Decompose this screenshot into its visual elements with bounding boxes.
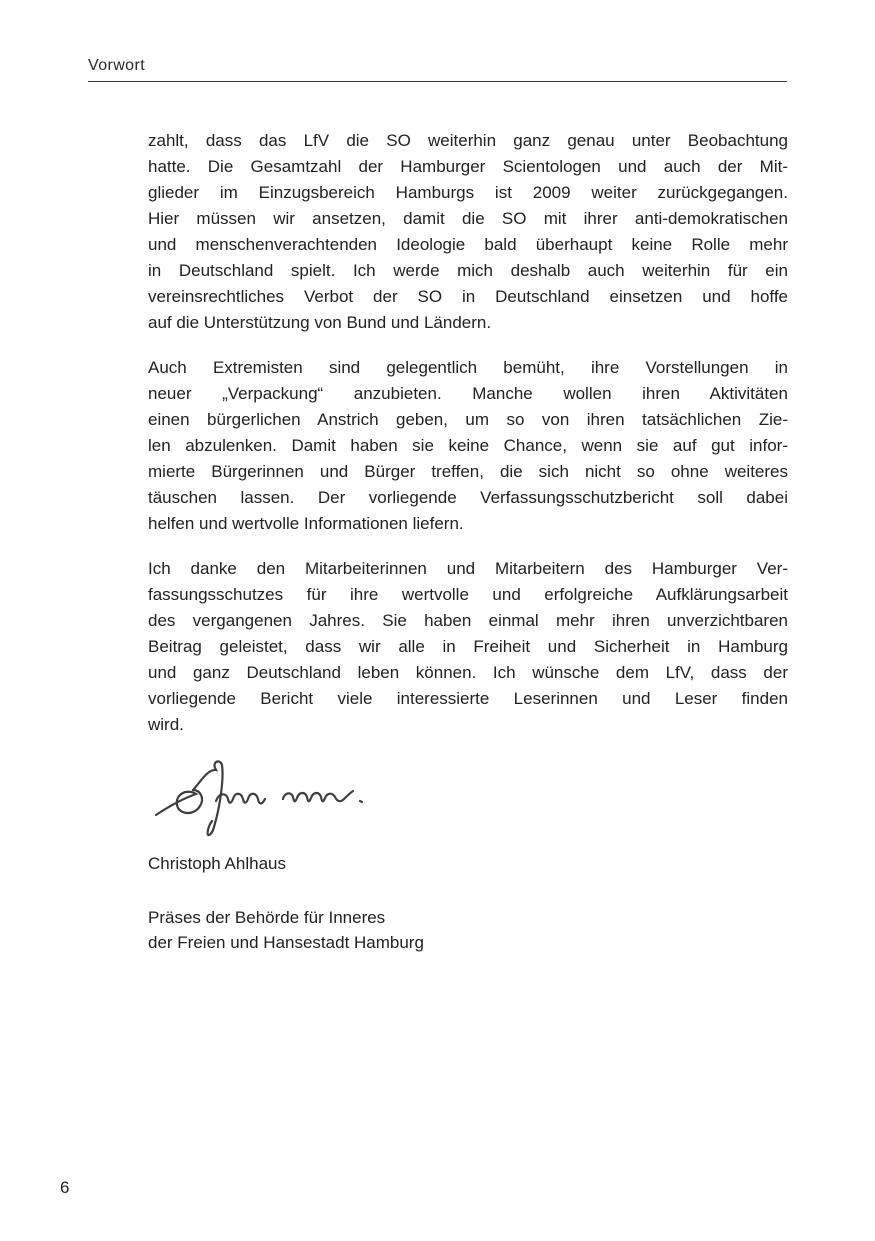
text-line: mierte Bürgerinnen und Bürger treffen, die sich nicht so ohne weiteres [148, 462, 788, 481]
text-line: Ich danke den Mitarbeiterinnen und Mitarbeitern des Hamburger Ver- [148, 559, 788, 578]
text-line: Auch Extremisten sind gelegentlich bemüht, ihre Vorstellungen in [148, 358, 788, 377]
running-head-title: Vorwort [88, 57, 146, 74]
text-line: hatte. Die Gesamtzahl der Hamburger Scientologen und auch der Mit- [148, 157, 788, 176]
text-line: neuer „Verpackung“ anzubieten. Manche wollen ihren Aktivitäten [148, 384, 788, 403]
signature-image [148, 757, 788, 841]
signatory-name: Christoph Ahlhaus [148, 854, 286, 873]
text-line: wird. [148, 715, 184, 734]
text-line: len abzulenken. Damit haben sie keine Chance, wenn sie auf gut infor- [148, 436, 788, 455]
paragraph-1 [148, 128, 788, 336]
text-line: Beitrag geleistet, dass wir alle in Freiheit und Sicherheit in Hamburg [148, 637, 788, 656]
paragraph-2 [148, 355, 788, 537]
signatory-title-line-1: Präses der Behörde für Inneres [148, 908, 386, 927]
text-line: und menschenverachtenden Ideologie bald überhaupt keine Rolle mehr [148, 235, 788, 254]
paragraph-3 [148, 556, 788, 738]
page-number: 6 [60, 1178, 70, 1197]
text-line: helfen und wertvolle Informationen liefern. [148, 514, 464, 533]
text-line: zahlt, dass das LfV die SO weiterhin ganz genau unter Beobachtung [148, 131, 788, 150]
body-text [148, 128, 788, 955]
text-line: fassungsschutzes für ihre wertvolle und erfolgreiche Aufklärungsarbeit [148, 585, 788, 604]
text-line: auf die Unterstützung von Bund und Ländern. [148, 313, 492, 332]
text-line: Hier müssen wir ansetzen, damit die SO mit ihrer anti-demokratischen [148, 209, 788, 228]
text-line: vereinsrechtliches Verbot der SO in Deutschland einsetzen und hoffe [148, 287, 788, 306]
text-line: glieder im Einzugsbereich Hamburgs ist 2009 weiter zurückgegangen. [148, 183, 788, 202]
text-line: vorliegende Bericht viele interessierte Leserinnen und Leser finden [148, 689, 788, 708]
text-line: in Deutschland spielt. Ich werde mich deshalb auch weiterhin für ein [148, 261, 788, 280]
text-line: täuschen lassen. Der vorliegende Verfassungsschutzbericht soll dabei [148, 488, 788, 507]
header-rule [88, 81, 787, 82]
text-line: und ganz Deutschland leben können. Ich wünsche dem LfV, dass der [148, 663, 788, 682]
text-line: des vergangenen Jahres. Sie haben einmal mehr ihren unverzichtbaren [148, 611, 788, 630]
signatory-title [148, 905, 788, 955]
signatory-title-line-2: der Freien und Hansestadt Hamburg [148, 933, 424, 952]
text-line: einen bürgerlichen Anstrich geben, um so von ihren tatsächlichen Zie- [148, 410, 788, 429]
